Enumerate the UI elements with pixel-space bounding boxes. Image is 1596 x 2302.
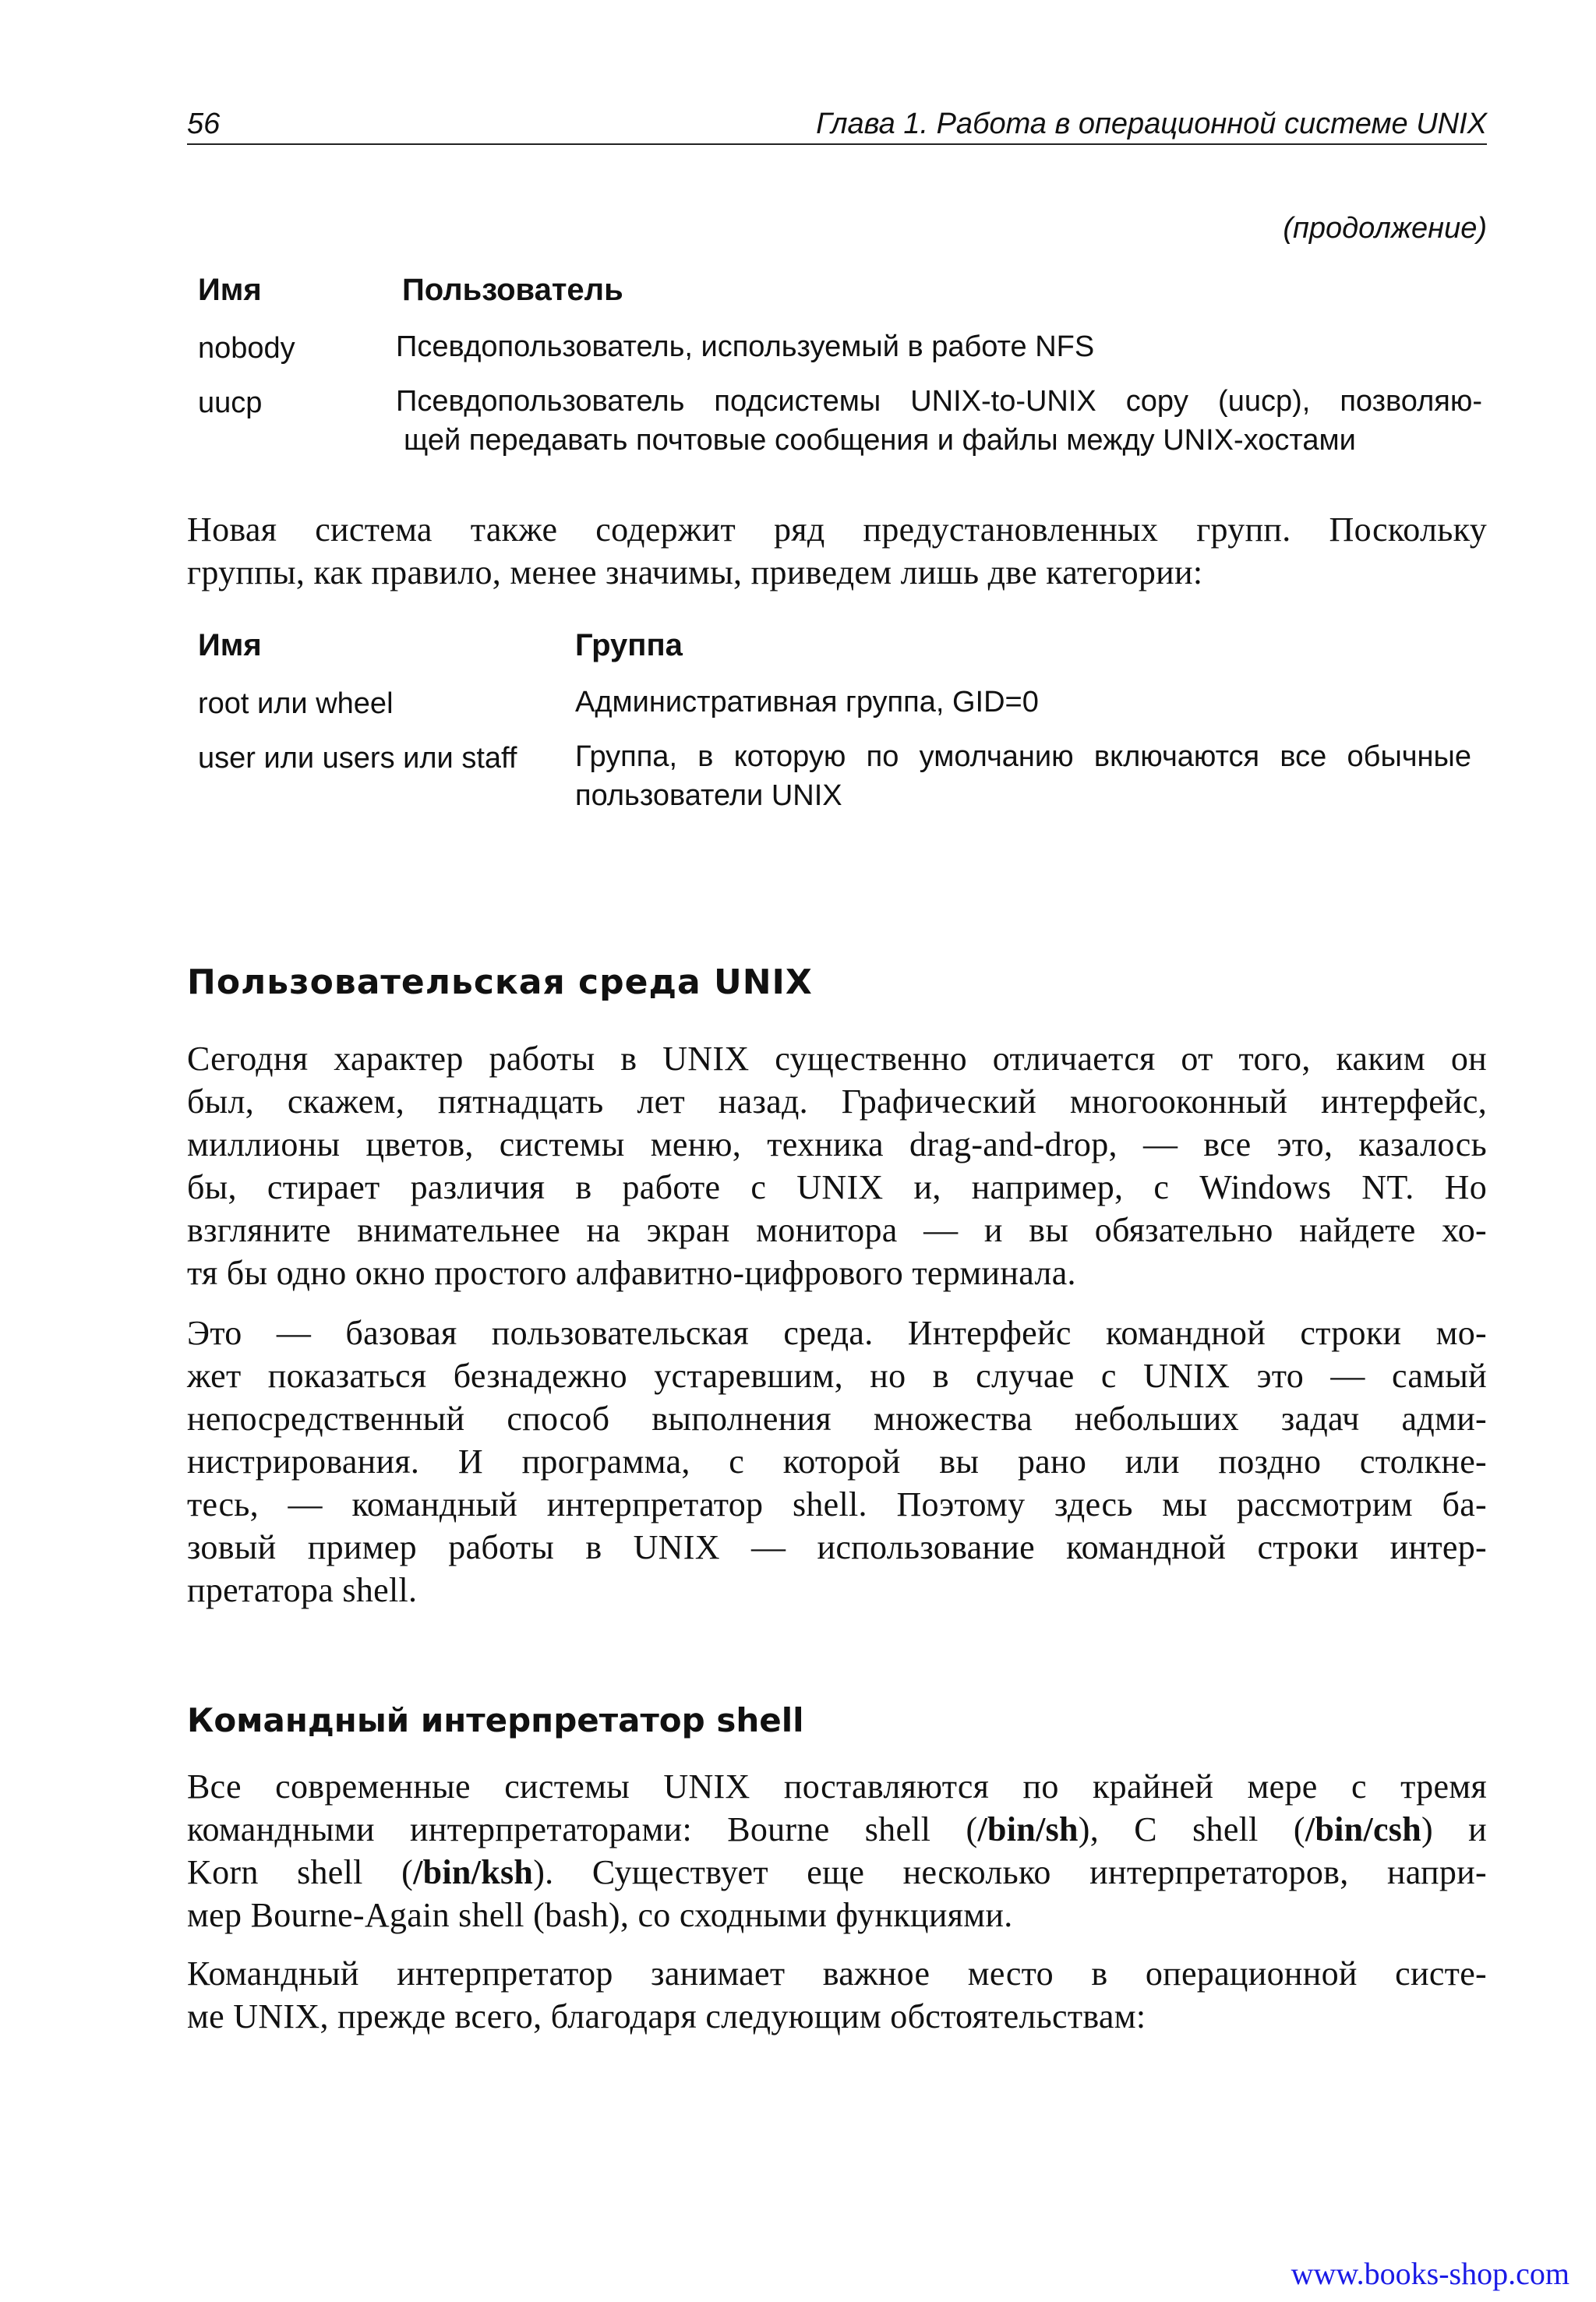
section-heading: Пользовательская среда UNIX	[187, 962, 813, 1002]
groups-intro-paragraph: Новая система также содержит ряд предустановленных групп. Поскольку группы, как правило, менее значимы, приведем лишь две категории:	[187, 510, 1487, 591]
user-name: uucp	[198, 387, 263, 419]
watermark-link[interactable]: www.books-shop.com	[1291, 2256, 1570, 2291]
group-name: root или wheel	[198, 687, 394, 720]
path-bin-csh: /bin/csh	[1305, 1810, 1421, 1848]
users-table-header-name: Имя	[198, 273, 262, 307]
user-description: Псевдопользователь подсистемы UNIX-to-UNIX copy (uucp), позволяю- щей передавать почтовые сообщения и файлы между UNIX-хостами	[396, 385, 1482, 457]
groups-table-header-group: Группа	[575, 628, 683, 662]
shell-paths-line: командными интерпретаторами: Bourne shell (/bin/sh), C shell (/bin/csh) и	[187, 1810, 1487, 1848]
section1-paragraph-1: Сегодня характер работы в UNIX существенно отличается от того, каким он был, скажем, пятнадцать лет назад. Графический многооконный интерфейс, миллионы цветов, системы меню, техника drag-and-drop, — все это, казалось бы, стирает различия в работе с UNIX и, например, с Windows NT. Но взгляните внимательнее на экран монитора — и вы обязательно найдете хо- тя бы одно окно простого алфавитно-цифрового терминала.	[187, 1040, 1487, 1292]
user-description: Псевдопользователь, используемый в работе NFS	[396, 330, 1095, 363]
section1-paragraph-2: Это — базовая пользовательская среда. Интерфейс командной строки мо- жет показаться безнадежно устаревшим, но в случае с UNIX это — самый непосредственный способ выполнения множества небольших задач адми- нистрирования. И программа, с которой вы рано или поздно столкне- тесь, — командный интерпретатор shell. Поэтому здесь мы рассмотрим ба- зовый пример работы в UNIX — использование командной строки интер- претатора shell.	[187, 1314, 1487, 1609]
section2-paragraph-2: Командный интерпретатор занимает важное место в операционной систе- ме UNIX, прежде всего, благодаря следующим обстоятельствам:	[187, 1954, 1487, 2035]
group-description: Группа, в которую по умолчанию включаются все обычные пользователи UNIX	[575, 740, 1471, 812]
shell-paths-line: Korn shell (/bin/ksh). Существует еще несколько интерпретаторов, напри-	[187, 1853, 1487, 1891]
path-bin-ksh: /bin/ksh	[413, 1853, 534, 1891]
subsection-heading: Командный интерпретатор shell	[187, 1701, 804, 1739]
path-bin-sh: /bin/sh	[977, 1810, 1079, 1848]
continuation-note: (продолжение)	[1283, 212, 1487, 245]
user-name: nobody	[198, 332, 295, 365]
group-name: user или users или staff	[198, 742, 517, 775]
groups-table-header-name: Имя	[198, 628, 262, 662]
section2-paragraph-1: Все современные системы UNIX поставляются по крайней мере с тремя командными интерпретаторами: Bourne shell (/bin/sh), C shell (/bin/csh) и Korn shell (/bin/ksh). Существует еще несколько интерпретаторов, напри- мер Bourne-Again shell (bash), со сходными функциями.	[187, 1767, 1487, 1934]
users-table-header-user: Пользователь	[402, 273, 623, 307]
group-description: Административная группа, GID=0	[575, 686, 1039, 718]
chapter-title: Глава 1. Работа в операционной системе UNIX	[816, 108, 1487, 140]
running-header	[187, 108, 1487, 145]
page-number: 56	[187, 108, 221, 140]
